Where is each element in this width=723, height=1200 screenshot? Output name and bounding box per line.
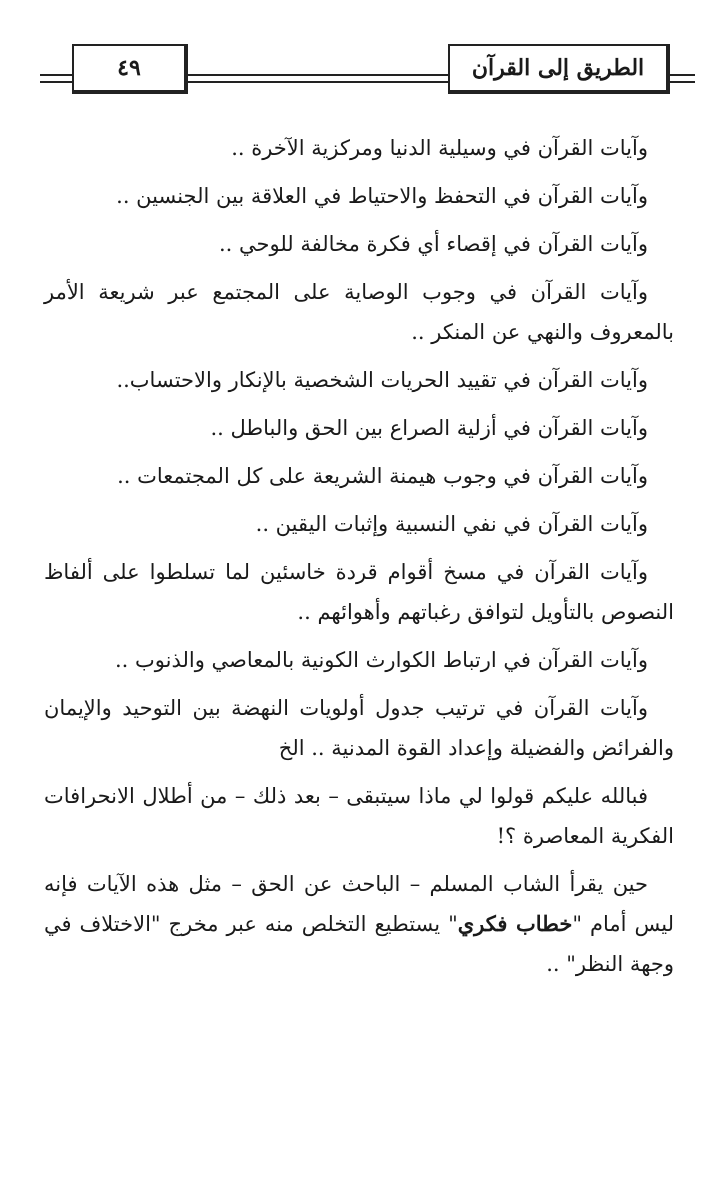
paragraph: وآيات القرآن في نفي النسبية وإثبات اليقين ..: [255, 512, 648, 536]
paragraph: فبالله عليكم قولوا لي ماذا سيتبقى – بعد ذلك – من أطلال الانحرافات الفكرية المعاصرة ؟!: [44, 784, 674, 848]
book-title-box: [448, 44, 670, 94]
paragraph: وآيات القرآن في تقييد الحريات الشخصية بالإنكار والاحتساب..: [116, 368, 648, 392]
closing-paragraph: [44, 864, 674, 984]
paragraph: وآيات القرآن في وجوب هيمنة الشريعة على كل المجتمعات ..: [117, 464, 648, 488]
paragraph: وآيات القرآن في إقصاء أي فكرة مخالفة للوحي ..: [218, 232, 648, 256]
page-number: ٤٩: [117, 55, 141, 81]
paragraph: وآيات القرآن في مسخ أقوام قردة خاسئين لما تسلطوا على ألفاظ النصوص بالتأويل لتوافق رغباتهم وأهوائهم ..: [44, 560, 674, 624]
running-header: [40, 44, 695, 102]
paragraph: وآيات القرآن في وجوب الوصاية على المجتمع عبر شريعة الأمر بالمعروف والنهي عن المنكر ..: [44, 280, 674, 344]
page-number-box: [72, 44, 188, 94]
book-title: الطريق إلى القرآن: [471, 55, 645, 81]
paragraph: وآيات القرآن في ارتباط الكوارث الكونية بالمعاصي والذنوب ..: [114, 648, 648, 672]
paragraph: وآيات القرآن في التحفظ والاحتياط في العلاقة بين الجنسين ..: [116, 184, 648, 208]
page-body: [44, 128, 674, 992]
bold-phrase: خطاب فكري: [457, 911, 573, 936]
paragraph: وآيات القرآن في أزلية الصراع بين الحق والباطل ..: [210, 416, 648, 440]
paragraph: وآيات القرآن في وسيلية الدنيا ومركزية الآخرة ..: [231, 136, 648, 160]
closing-text-end: " يستطيع التخلص منه عبر مخرج "الاختلاف في وجهة النظر" ..: [44, 912, 674, 976]
paragraph: وآيات القرآن في ترتيب جدول أولويات النهضة بين التوحيد والإيمان والفرائض والفضيلة وإعداد القوة المدنية .. الخ: [44, 696, 674, 760]
closing-text-start: حين يقرأ الشاب المسلم – الباحث عن الحق – مثل هذه الآيات فإنه ليس أمام ": [44, 872, 674, 936]
